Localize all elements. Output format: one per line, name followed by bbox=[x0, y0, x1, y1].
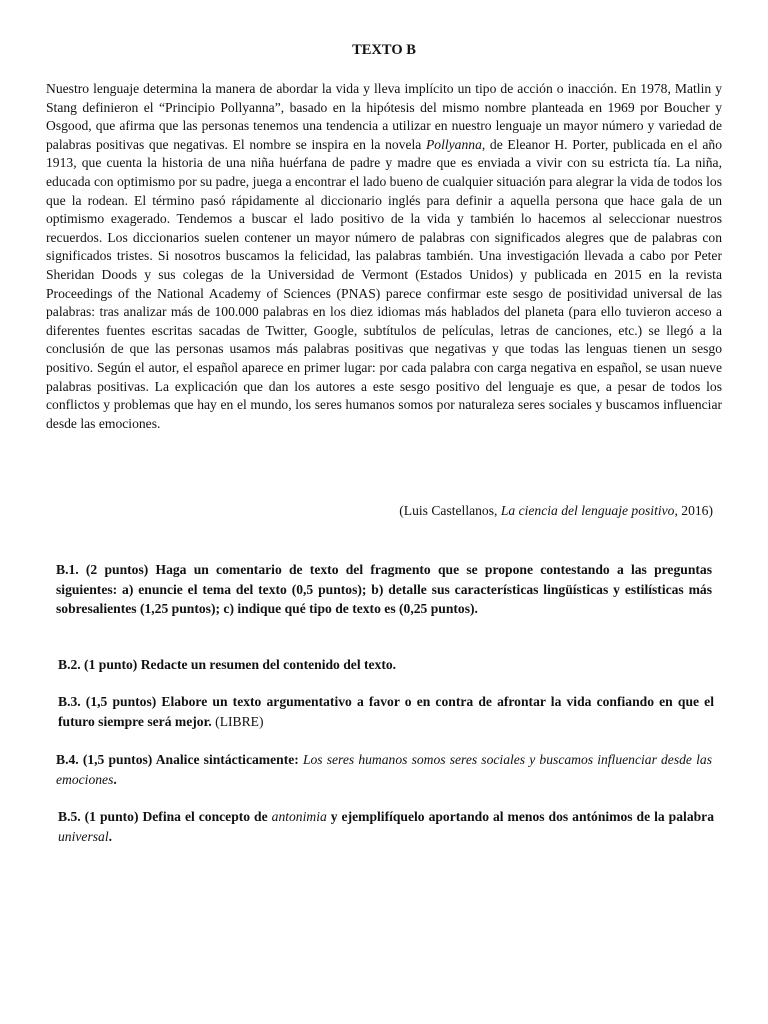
question-b4-end: . bbox=[113, 771, 117, 787]
question-b5-term: antonimia bbox=[271, 809, 327, 824]
citation-author: (Luis Castellanos, bbox=[399, 503, 501, 518]
main-paragraph bbox=[46, 80, 722, 433]
source-citation bbox=[399, 503, 713, 519]
question-b4-sentence: Los seres humanos somos seres sociales y buscamos influenciar desde las emociones bbox=[56, 752, 712, 787]
question-b1-text: B.1. (2 puntos) Haga un comentario de texto del fragmento que se propone contestando a las preguntas siguientes: a) enuncie el tema del texto (0,5 puntos); b) detalle sus características lingüísticas y estilísticas más sobresalientes (1,25 puntos); c) indique qué tipo de texto es (0,25 puntos). bbox=[56, 562, 712, 616]
text-title: TEXTO B bbox=[352, 42, 416, 58]
question-b2 bbox=[58, 655, 714, 675]
main-text bbox=[46, 80, 722, 433]
question-b5 bbox=[58, 807, 714, 846]
citation-work: La ciencia del lenguaje positivo bbox=[500, 503, 675, 518]
paragraph-part-2: , de Eleanor H. Porter, publicada en el año 1913, que cuenta la historia de una niña huérfana de padre y madre que es enviada a vivir con su estricta tía. La niña, educada con optimismo por su padre, juega a encontrar el lado bueno de cualquier situación para alegrar la vida de todos los que la rodean. El término pasó rápidamente al diccionario inglés para definir a aquella persona que hace gala de un optimismo exagerado. Tendemos a buscar el lado positivo de la vida y también lo hacemos al seleccionar nuestros recuerdos. Los diccionarios suelen contener un mayor número de palabras con significados alegres que de palabras con significados tristes. Si nosotros buscamos la felicidad, las palabras también. Una investigación llevada a cabo por Peter Sheridan Doods y sus colegas de la Universidad de Vermont (Estados Unidos) y publicada en 2015 en la revista Proceedings of the National Academy of Sciences (PNAS) parece confirmar este sesgo de positividad universal de las palabras: tras analizar más de 100.000 palabras en los diez idiomas más hablados del planeta (para ello tuvieron acceso a diferentes fuentes escritas sacadas de Twitter, Google, subtítulos de películas, letras de canciones, etc.) se llegó a la conclusión de que las personas usamos más palabras positivas que negativas y que todas las lenguas tienen un sesgo positivo. Según el autor, el español aparece en primer lugar: por cada palabra con carga negativa en español, se usan nueve palabras positivas. La explicación que dan los autores a este sesgo positivo del lenguaje es que, a pesar de todos los conflictos y problemas que hay en el mundo, los seres humanos somos por naturaleza seres sociales y buscamos influenciar desde las emociones. bbox=[46, 136, 722, 431]
citation-year: , 2016) bbox=[674, 503, 713, 518]
question-b4-lead: B.4. (1,5 puntos) Analice sintácticamente: bbox=[56, 752, 303, 767]
question-b5-end: . bbox=[108, 828, 112, 844]
question-b5-mid: y ejemplifíquelo aportando al menos dos antónimos de la palabra bbox=[326, 809, 715, 824]
question-b3-note: (LIBRE) bbox=[211, 713, 264, 729]
novel-title: Pollyanna bbox=[425, 136, 482, 152]
question-b5-lead: B.5. (1 punto) Defina el concepto de bbox=[58, 809, 272, 824]
question-b5-word: universal bbox=[58, 828, 109, 844]
question-b3 bbox=[58, 692, 714, 731]
question-b3-text: B.3. (1,5 puntos) Elabore un texto argumentativo a favor o en contra de afrontar la vida confiando en que el futuro siempre será mejor. bbox=[58, 694, 714, 729]
question-b1 bbox=[56, 560, 712, 619]
question-b4 bbox=[56, 750, 712, 789]
paragraph-part-1: Nuestro lenguaje determina la manera de abordar la vida y lleva implícito un tipo de acción o inacción. En 1978, Matlin y Stang definieron el “Principio Pollyanna”, basado en la hipótesis del mismo nombre planteada en 1969 por Boucher y Osgood, que afirma que las personas tenemos una tendencia a utilizar en nuestro lenguaje un mayor número y variedad de palabras positivas que negativas. El nombre se inspira en la novela bbox=[46, 81, 722, 152]
question-b2-text: B.2. (1 punto) Redacte un resumen del contenido del texto. bbox=[58, 657, 397, 672]
